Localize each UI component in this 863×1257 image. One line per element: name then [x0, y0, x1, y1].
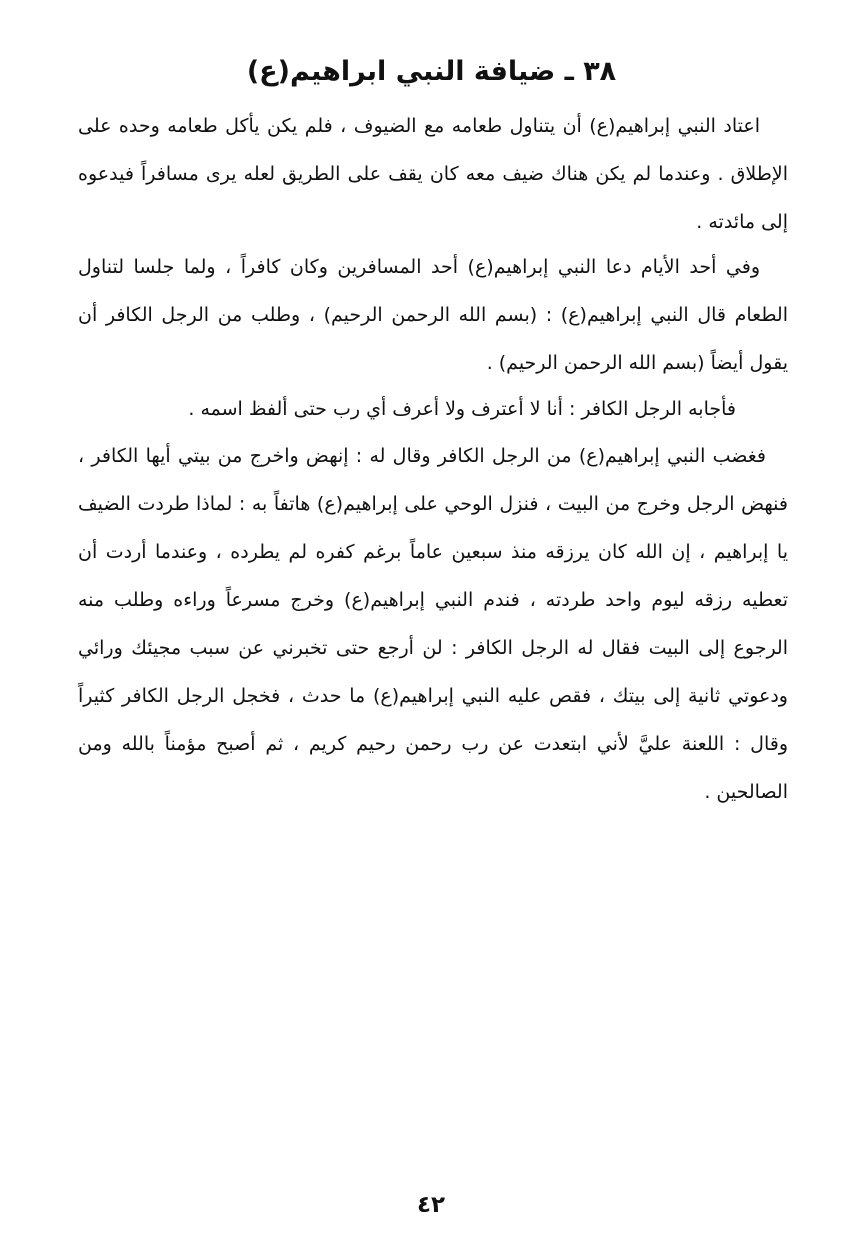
chapter-title: ٣٨ ـ ضيافة النبي ابراهيم(ع)	[246, 56, 617, 87]
paragraph-3: فأجابه الرجل الكافر : أنا لا أعترف ولا أعرف أي رب حتى ألفظ اسمه .	[188, 398, 736, 420]
paragraph-1: اعتاد النبي إبراهيم(ع) أن يتناول طعامه مع الضيوف ، فلم يكن يأكل طعامه وحده على الإطلاق . وعندما لم يكن هناك ضيف معه كان يقف على الطريق لعله يرى مسافراً فيدعوه إلى مائدته .	[78, 115, 788, 233]
page-number: ٤٢	[416, 1192, 446, 1218]
paragraph-4: فغضب النبي إبراهيم(ع) من الرجل الكافر وقال له : إنهض واخرج من بيتي أيها الكافر ، فنهض الرجل وخرج من البيت ، فنزل الوحي على إبراهيم(ع) هاتفاً به : لماذا طردت الضيف يا إبراهيم ، إن الله كان يرزقه منذ سبعين عاماً برغم كفره لم يطرده ، وعندما أردت أن تعطيه رزقه ليوم واحد طردته ، فندم النبي إبراهيم(ع) وخرج مسرعاً وراءه وطلب منه الرجوع إلى البيت فقال له الرجل الكافر : لن أرجع حتى تخبرني عن سبب مجيئك ورائي ودعوتي ثانية إلى بيتك ، فقص عليه النبي إبراهيم(ع) ما حدث ، فخجل الرجل الكافر كثيراً وقال : اللعنة عليَّ لأني ابتعدت عن رب رحمن رحيم كريم ، ثم أصبح مؤمناً بالله ومن الصالحين .	[78, 445, 788, 803]
paragraph-2: وفي أحد الأيام دعا النبي إبراهيم(ع) أحد المسافرين وكان كافراً ، ولما جلسا لتناول الطعام قال النبي إبراهيم(ع) : (بسم الله الرحمن الرحيم) ، وطلب من الرجل الكافر أن يقول أيضاً (بسم الله الرحمن الرحيم) .	[78, 256, 788, 374]
